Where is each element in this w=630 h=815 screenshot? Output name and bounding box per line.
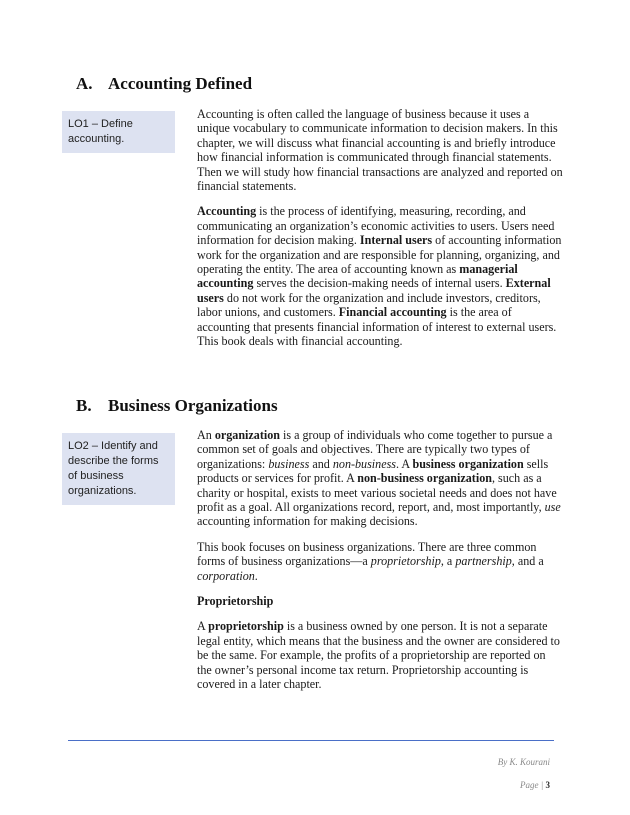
section-title: Business Organizations [108,396,278,415]
footer-author: By K. Kourani [497,757,550,767]
paragraph: A proprietorship is a business owned by one person. It is not a separate legal entity, which means that the business and the owner are considered to be the same. For example, the profits of a proprietorship are reported on the owner’s personal income tax return. Proprietorship accounting is covered in a later chapter. [197,619,560,692]
footer-page-number: Page | 3 [520,780,550,790]
paragraph: Accounting is the process of identifying, measuring, recording, and communicating an organization’s economic activities to users. Users need information for decision making. Internal users of accounting information work for the organization and are responsible for planning, organizing, and operating the entity. The area of accounting known as managerial accounting serves the decision-making needs of internal users. External users do not work for the organization and include investors, creditors, labor unions, and customers. Financial accounting is the area of accounting that presents financial information of interest to external users. This book deals with financial accounting. [197,204,562,349]
learning-objective-box: LO2 – Identify and describe the forms of business organizations. [62,433,175,505]
paragraph: An organization is a group of individuals who come together to pursue a common set of goals and objectives. There are typically two types of organizations: business and non-business. A business organization sells products or services for profit. A non-business organization, such as a charity or hospital, exists to meet various societal needs and does not have profit as a goal. All organizations record, report, and, most importantly, use accounting information for making decisions. [197,428,561,529]
section-letter: B. [76,396,92,415]
section-letter: A. [76,74,93,93]
section-b-body [197,428,563,703]
section-a-body [197,107,563,360]
section-title: Accounting Defined [108,74,253,93]
paragraph: Accounting is often called the language of business because it uses a unique vocabulary to communicate information to decision makers. In this chapter, we will discuss what financial accounting is and briefly introduce how financial information is communicated through financial statements. Then we will study how financial transactions are analyzed and reported on financial statements. [197,107,563,194]
subheading-proprietorship: Proprietorship [197,594,274,609]
section-heading-accounting-defined [76,74,252,94]
section-heading-business-organizations [76,396,278,416]
learning-objective-box: LO1 – Define accounting. [62,111,175,153]
paragraph: This book focuses on business organizations. There are three common forms of business organizations—a proprietorship, a partnership, and a corporation. [197,539,544,583]
footer-divider [68,740,554,741]
